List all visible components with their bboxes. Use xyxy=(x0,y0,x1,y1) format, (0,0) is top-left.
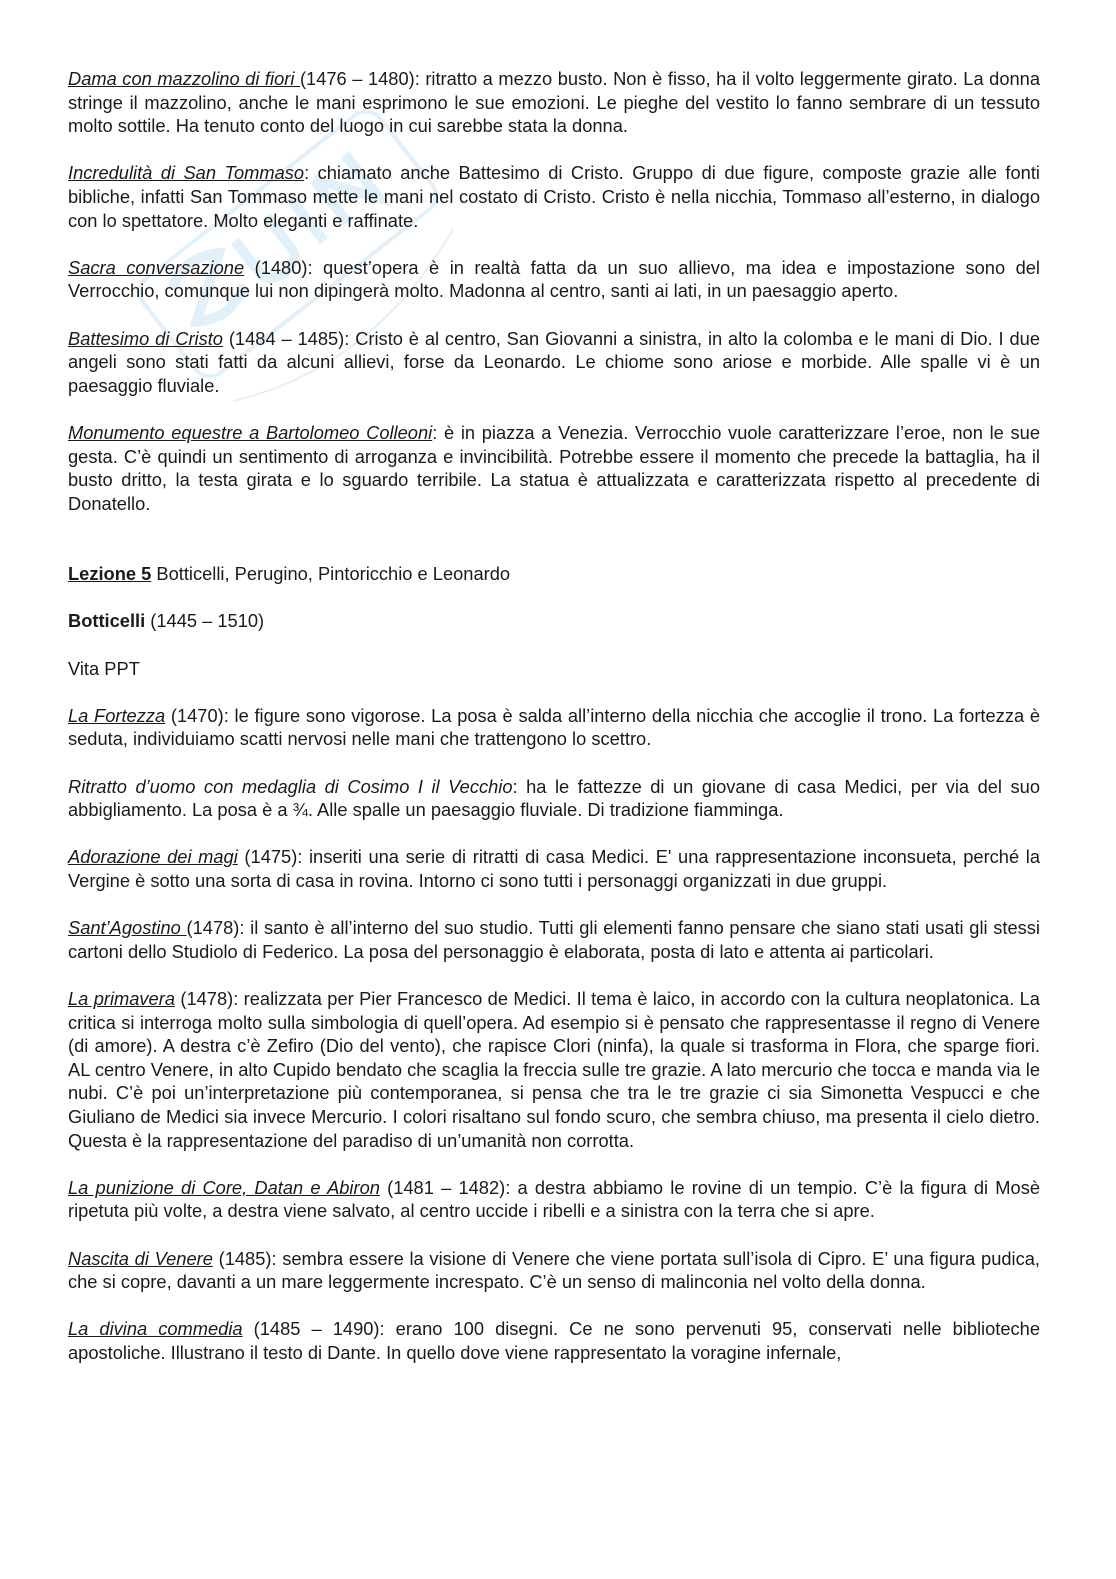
document-page xyxy=(68,67,1040,1388)
work-title: La primavera xyxy=(68,987,175,1009)
work-title: La Fortezza xyxy=(68,704,166,726)
work-entry xyxy=(68,1176,1040,1223)
work-description: (1480): quest’opera è in realtà fatta da un suo allievo, ma idea e impostazione sono del Verrocchio, comunque lui non dipingerà molto. Madonna al centro, santi ai lati, in un paesaggio aperto. xyxy=(68,256,1040,302)
work-description: (1485): sembra essere la visione di Venere che viene portata sull’isola di Cipro. E’ una figura pudica, che si copre, davanti a un mare leggermente increspato. C’è un senso di malinconia nel volto della donna. xyxy=(68,1247,1040,1293)
work-entry xyxy=(68,67,1040,138)
work-entry xyxy=(68,1247,1040,1294)
work-title: Ritratto d’uomo con medaglia di Cosimo I il Vecchio xyxy=(68,775,513,797)
work-entry xyxy=(68,256,1040,303)
work-entry xyxy=(68,916,1040,963)
work-title: Dama con mazzolino di fiori xyxy=(68,68,300,89)
work-description: (1485 – 1490): erano 100 disegni. Ce ne sono pervenuti 95, conservati nelle biblioteche apostoliche. Illustrano il testo di Dante. In quello dove viene rappresentato la voragine infernale, xyxy=(68,1318,1041,1363)
work-description: (1475): inseriti una serie di ritratti di casa Medici. E' una rappresentazione inconsueta, perché la Vergine è sotto una sorta di casa in rovina. Intorno ci sono tutti i personaggi organizzati in due gruppi. xyxy=(68,846,1041,891)
work-entry xyxy=(68,845,1040,892)
work-description: : chiamato anche Battesimo di Cristo. Gruppo di due figure, composte grazie alle fonti bibliche, infatti San Tommaso mette le mani nel costato di Cristo. Cristo è nella nicchia, Tommaso all’esterno, in dialogo con lo spettatore. Molto eleganti e raffinate. xyxy=(68,162,1040,231)
work-title: Sacra conversazione xyxy=(68,256,245,278)
work-entry xyxy=(68,161,1040,232)
work-description: : ha le fattezze di un giovane di casa Medici, per via del suo abbigliamento. La posa è a ¾. Alle spalle un paesaggio fluviale. Di tradizione fiamminga. xyxy=(68,775,1040,821)
work-entry xyxy=(68,421,1040,515)
artist-dates: (1445 – 1510) xyxy=(145,610,265,632)
lesson-heading xyxy=(68,562,1040,586)
work-entry xyxy=(68,1317,1040,1364)
work-description: (1478): il santo è all’interno del suo studio. Tutti gli elementi fanno pensare che siano stati usati gli stessi cartoni dello Studiolo di Federico. La posa del personaggio è elaborata, posta di lato e attenta ai particolari. xyxy=(68,917,1040,962)
work-title: La divina commedia xyxy=(68,1318,243,1340)
work-entry xyxy=(68,987,1040,1152)
work-title: Nascita di Venere xyxy=(68,1247,213,1269)
artist-heading xyxy=(68,609,1040,633)
work-description: (1481 – 1482): a destra abbiamo le rovine di un tempio. C’è la figura di Mosè ripetuta più volte, a destra viene salvato, al centro uccide i ribelli e a sinistra con la terra che si apre. xyxy=(68,1176,1041,1222)
work-title: Battesimo di Cristo xyxy=(68,327,223,349)
work-title: Adorazione dei magi xyxy=(68,846,238,868)
work-description: (1476 – 1480): ritratto a mezzo busto. Non è fisso, ha il volto leggermente girato. La donna stringe il mazzolino, anche le mani esprimono le sue emozioni. Le pieghe del vestito lo fanno sembrare di un tessuto molto sottile. Ha tenuto conto del luogo in cui sarebbe stata la donna. xyxy=(68,68,1041,137)
work-title: Incredulità di San Tommaso xyxy=(68,162,305,184)
lesson-label: Lezione 5 xyxy=(68,563,152,585)
work-title: Monumento equestre a Bartolomeo Colleoni xyxy=(68,421,433,443)
work-description: (1470): le figure sono vigorose. La posa è salda all’interno della nicchia che accoglie il trono. La fortezza è seduta, individuiamo scatti nervosi nelle mani che trattengono lo scettro. xyxy=(68,704,1041,750)
work-entry xyxy=(68,704,1040,751)
work-entry xyxy=(68,327,1040,398)
work-description: : è in piazza a Venezia. Verrocchio vuole caratterizzare l’eroe, non le sue gesta. C’è quindi un sentimento di arroganza e invincibilità. Potrebbe essere il momento che precede la battaglia, ha il busto dritto, la testa girata e lo sguardo terribile. La statua è attualizzata e caratterizzata rispetto al precedente di Donatello. xyxy=(68,421,1040,514)
vita-note: Vita PPT xyxy=(68,657,140,679)
work-title: La punizione di Core, Datan e Abiron xyxy=(68,1176,380,1198)
work-title: Sant’Agostino xyxy=(68,917,187,939)
work-description: (1478): realizzata per Pier Francesco de Medici. Il tema è laico, in accordo con la cultura neoplatonica. La critica si interroga molto sulla simbologia di quell’opera. Ad esempio si è pensato che rappresentasse il regno di Venere (di amore). A destra c’è Zefiro (Dio del vento), che rapisce Clori (ninfa), la quale si trasforma in Flora, che sparge fiori. AL centro Venere, in alto Cupido bendato che scaglia la freccia sulle tre grazie. A lato mercurio che tocca e manda via le nubi. C’è poi un’interpretazione più contemporanea, si pensa che tra le tre grazie ci sia Simonetta Vespucci e che Giuliano de Medici sia invece Mercurio. I colori risaltano sul fondo scuro, che sembra chiuso, ma presenta il cielo dietro. Questa è la rappresentazione del paradiso di un’umanità non corrotta. xyxy=(68,987,1040,1151)
work-entry xyxy=(68,775,1040,822)
lesson-subtitle: Botticelli, Perugino, Pintoricchio e Leonardo xyxy=(151,563,511,585)
artist-name: Botticelli xyxy=(68,610,146,632)
work-description: (1484 – 1485): Cristo è al centro, San Giovanni a sinistra, in alto la colomba e le mani di Dio. I due angeli sono stati fatti da alcuni allievi, forse da Leonardo. Le chiome sono ariose e morbide. Alle spalle vi è un paesaggio fluviale. xyxy=(68,327,1040,396)
